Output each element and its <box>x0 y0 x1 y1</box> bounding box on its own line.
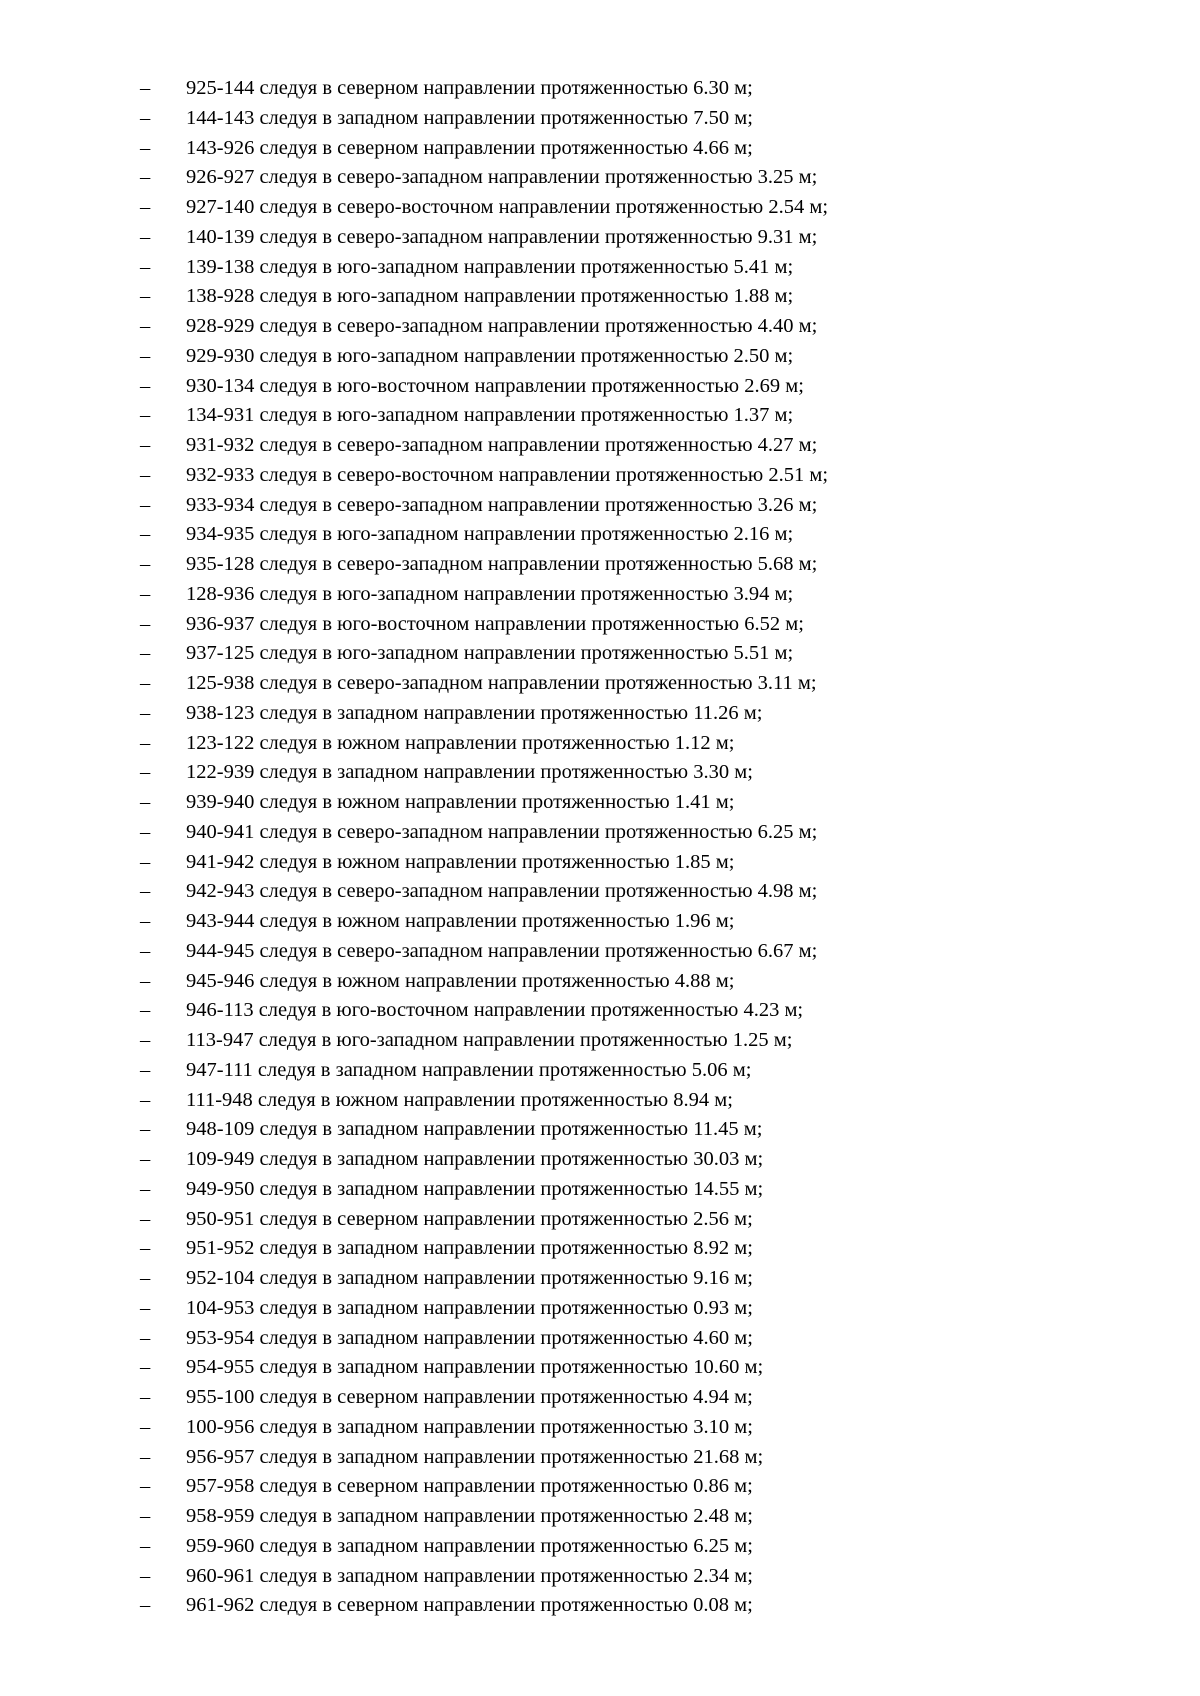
list-dash: – <box>140 434 151 456</box>
list-dash: – <box>140 701 151 724</box>
list-item-text: 134-931 следуя в юго-западном направлении протяженностью 1.37 м; <box>186 404 794 427</box>
list-item-text: 138-928 следуя в юго-западном направлении протяженностью 1.88 м; <box>186 285 794 308</box>
list-dash: – <box>140 404 151 427</box>
list-item-text: 933-934 следуя в северо-западном направлении протяженностью 3.26 м; <box>186 493 818 516</box>
list-dash: – <box>140 939 151 962</box>
list-dash: – <box>140 493 151 516</box>
list-dash: – <box>140 463 151 486</box>
list-item <box>140 1145 1140 1175</box>
list-item-text: 949-950 следуя в западном направлении протяженностью 14.55 м; <box>186 1177 764 1200</box>
list-item <box>140 996 1140 1026</box>
list-item-text: 937-125 следуя в юго-западном направлении протяженностью 5.51 м; <box>186 642 794 665</box>
list-item-text: 946-113 следуя в юго-восточном направлении протяженностью 4.23 м; <box>186 999 804 1022</box>
list-dash: – <box>140 523 151 546</box>
list-dash: – <box>140 850 151 873</box>
list-item-text: 122-939 следуя в западном направлении протяженностью 3.30 м; <box>186 761 753 784</box>
list-dash: – <box>140 1415 151 1438</box>
list-dash: – <box>140 166 151 189</box>
list-item <box>140 967 1140 997</box>
list-item <box>140 312 1140 342</box>
list-dash: – <box>140 225 151 248</box>
list-dash: – <box>140 196 151 218</box>
list-item <box>140 401 1140 431</box>
list-item <box>140 282 1140 312</box>
list-item-text: 943-944 следуя в южном направлении протяженностью 1.96 м; <box>186 910 735 932</box>
list-dash: – <box>140 731 151 754</box>
list-item <box>140 372 1140 402</box>
list-item <box>140 193 1140 223</box>
list-item <box>140 788 1140 818</box>
list-item <box>140 669 1140 699</box>
list-item <box>140 1353 1140 1383</box>
list-item-text: 941-942 следуя в южном направлении протяженностью 1.85 м; <box>186 850 735 873</box>
list-item-text: 100-956 следуя в западном направлении протяженностью 3.10 м; <box>186 1415 753 1438</box>
list-item-text: 961-962 следуя в северном направлении протяженностью 0.08 м; <box>186 1594 753 1617</box>
list-dash: – <box>140 1148 151 1170</box>
list-item-text: 942-943 следуя в северо-западном направлении протяженностью 4.98 м; <box>186 880 818 903</box>
list-item-text: 143-926 следуя в северном направлении протяженностью 4.66 м; <box>186 136 753 159</box>
list-item-text: 956-957 следуя в западном направлении протяженностью 21.68 м; <box>186 1445 764 1468</box>
list-dash: – <box>140 612 151 635</box>
list-dash: – <box>140 880 151 903</box>
list-item-text: 960-961 следуя в западном направлении протяженностью 2.34 м; <box>186 1564 753 1587</box>
list-item <box>140 74 1140 104</box>
list-dash: – <box>140 820 151 843</box>
list-item <box>140 1562 1140 1592</box>
list-item <box>140 1086 1140 1116</box>
list-item-text: 948-109 следуя в западном направлении протяженностью 11.45 м; <box>186 1118 763 1141</box>
list-dash: – <box>140 1118 151 1141</box>
list-item-text: 113-947 следуя в юго-западном направлении протяженностью 1.25 м; <box>186 1029 793 1051</box>
list-item <box>140 1175 1140 1205</box>
list-item <box>140 639 1140 669</box>
list-item <box>140 104 1140 134</box>
list-item <box>140 1115 1140 1145</box>
list-dash: – <box>140 582 151 605</box>
list-dash: – <box>140 255 151 278</box>
list-dash: – <box>140 1296 151 1319</box>
list-item-text: 959-960 следуя в западном направлении протяженностью 6.25 м; <box>186 1534 753 1557</box>
list-dash: – <box>140 344 151 367</box>
list-item-text: 939-940 следуя в южном направлении протяженностью 1.41 м; <box>186 791 735 813</box>
list-item-text: 144-143 следуя в западном направлении протяженностью 7.50 м; <box>186 106 753 129</box>
list-item-text: 928-929 следуя в северо-западном направлении протяженностью 4.40 м; <box>186 315 818 337</box>
list-dash: – <box>140 910 151 932</box>
list-item <box>140 1026 1140 1056</box>
list-dash: – <box>140 1058 151 1081</box>
list-item <box>140 877 1140 907</box>
list-item <box>140 699 1140 729</box>
list-dash: – <box>140 77 151 99</box>
list-item <box>140 342 1140 372</box>
list-item <box>140 223 1140 253</box>
list-item <box>140 610 1140 640</box>
list-item-text: 947-111 следуя в западном направлении протяженностью 5.06 м; <box>186 1058 752 1081</box>
list-item-text: 125-938 следуя в северо-западном направлении протяженностью 3.11 м; <box>186 672 817 694</box>
list-dash: – <box>140 315 151 337</box>
list-dash: – <box>140 1237 151 1260</box>
list-item-text: 925-144 следуя в северном направлении протяженностью 6.30 м; <box>186 77 753 99</box>
list-item <box>140 1502 1140 1532</box>
list-dash: – <box>140 999 151 1022</box>
list-item <box>140 1383 1140 1413</box>
list-dash: – <box>140 106 151 129</box>
list-item-text: 957-958 следуя в северном направлении протяженностью 0.86 м; <box>186 1475 753 1498</box>
list-item-text: 927-140 следуя в северо-восточном направлении протяженностью 2.54 м; <box>186 196 829 218</box>
list-dash: – <box>140 285 151 308</box>
list-item-text: 945-946 следуя в южном направлении протяженностью 4.88 м; <box>186 969 735 992</box>
list-item-text: 931-932 следуя в северо-западном направлении протяженностью 4.27 м; <box>186 434 818 456</box>
list-item-text: 936-937 следуя в юго-восточном направлении протяженностью 6.52 м; <box>186 612 804 635</box>
list-item <box>140 1472 1140 1502</box>
list-dash: – <box>140 1029 151 1051</box>
list-item-text: 128-936 следуя в юго-западном направлении протяженностью 3.94 м; <box>186 582 794 605</box>
list-item <box>140 134 1140 164</box>
list-dash: – <box>140 642 151 665</box>
list-item-text: 953-954 следуя в западном направлении протяженностью 4.60 м; <box>186 1326 753 1349</box>
list-dash: – <box>140 136 151 159</box>
list-item-text: 954-955 следуя в западном направлении протяженностью 10.60 м; <box>186 1356 764 1379</box>
list-item-text: 935-128 следуя в северо-западном направлении протяженностью 5.68 м; <box>186 553 818 575</box>
list-item <box>140 461 1140 491</box>
list-dash: – <box>140 1594 151 1617</box>
list-dash: – <box>140 969 151 992</box>
list-item-text: 930-134 следуя в юго-восточном направлении протяженностью 2.69 м; <box>186 374 804 397</box>
list-item <box>140 1234 1140 1264</box>
list-item-text: 140-139 следуя в северо-западном направлении протяженностью 9.31 м; <box>186 225 818 248</box>
boundary-description-list <box>140 74 1140 1621</box>
list-item-text: 950-951 следуя в северном направлении протяженностью 2.56 м; <box>186 1207 753 1230</box>
list-item-text: 123-122 следуя в южном направлении протяженностью 1.12 м; <box>186 731 735 754</box>
list-item <box>140 491 1140 521</box>
list-item <box>140 520 1140 550</box>
list-dash: – <box>140 761 151 784</box>
list-item <box>140 1532 1140 1562</box>
list-item-text: 958-959 следуя в западном направлении протяженностью 2.48 м; <box>186 1505 753 1527</box>
list-dash: – <box>140 1534 151 1557</box>
list-item <box>140 431 1140 461</box>
list-item <box>140 1056 1140 1086</box>
list-dash: – <box>140 1088 151 1111</box>
list-item-text: 951-952 следуя в западном направлении протяженностью 8.92 м; <box>186 1237 753 1260</box>
list-item <box>140 848 1140 878</box>
list-dash: – <box>140 1445 151 1468</box>
list-item <box>140 163 1140 193</box>
list-item <box>140 1205 1140 1235</box>
list-item <box>140 253 1140 283</box>
list-dash: – <box>140 791 151 813</box>
list-dash: – <box>140 553 151 575</box>
list-item <box>140 550 1140 580</box>
list-item <box>140 1591 1140 1621</box>
list-dash: – <box>140 672 151 694</box>
list-item <box>140 937 1140 967</box>
list-dash: – <box>140 1207 151 1230</box>
list-item-text: 940-941 следуя в северо-западном направлении протяженностью 6.25 м; <box>186 820 818 843</box>
list-item-text: 109-949 следуя в западном направлении протяженностью 30.03 м; <box>186 1148 764 1170</box>
list-item-text: 111-948 следуя в южном направлении протяженностью 8.94 м; <box>186 1088 733 1111</box>
list-item-text: 932-933 следуя в северо-восточном направлении протяженностью 2.51 м; <box>186 463 829 486</box>
list-item <box>140 1413 1140 1443</box>
list-item <box>140 758 1140 788</box>
list-dash: – <box>140 1475 151 1498</box>
list-dash: – <box>140 1505 151 1527</box>
list-item <box>140 1324 1140 1354</box>
list-item <box>140 907 1140 937</box>
list-item-text: 104-953 следуя в западном направлении протяженностью 0.93 м; <box>186 1296 753 1319</box>
list-item <box>140 1294 1140 1324</box>
list-item-text: 926-927 следуя в северо-западном направлении протяженностью 3.25 м; <box>186 166 818 189</box>
list-item-text: 952-104 следуя в западном направлении протяженностью 9.16 м; <box>186 1267 753 1289</box>
list-item <box>140 818 1140 848</box>
list-dash: – <box>140 1564 151 1587</box>
list-item <box>140 580 1140 610</box>
list-item-text: 139-138 следуя в юго-западном направлении протяженностью 5.41 м; <box>186 255 794 278</box>
list-item <box>140 1443 1140 1473</box>
list-dash: – <box>140 1386 151 1408</box>
list-item-text: 944-945 следуя в северо-западном направлении протяженностью 6.67 м; <box>186 939 818 962</box>
list-dash: – <box>140 1267 151 1289</box>
list-item-text: 955-100 следуя в северном направлении протяженностью 4.94 м; <box>186 1386 753 1408</box>
list-item-text: 929-930 следуя в юго-западном направлении протяженностью 2.50 м; <box>186 344 794 367</box>
list-item <box>140 729 1140 759</box>
list-dash: – <box>140 1326 151 1349</box>
list-dash: – <box>140 374 151 397</box>
list-dash: – <box>140 1356 151 1379</box>
list-dash: – <box>140 1177 151 1200</box>
list-item-text: 938-123 следуя в западном направлении протяженностью 11.26 м; <box>186 701 763 724</box>
list-item-text: 934-935 следуя в юго-западном направлении протяженностью 2.16 м; <box>186 523 794 546</box>
list-item <box>140 1264 1140 1294</box>
